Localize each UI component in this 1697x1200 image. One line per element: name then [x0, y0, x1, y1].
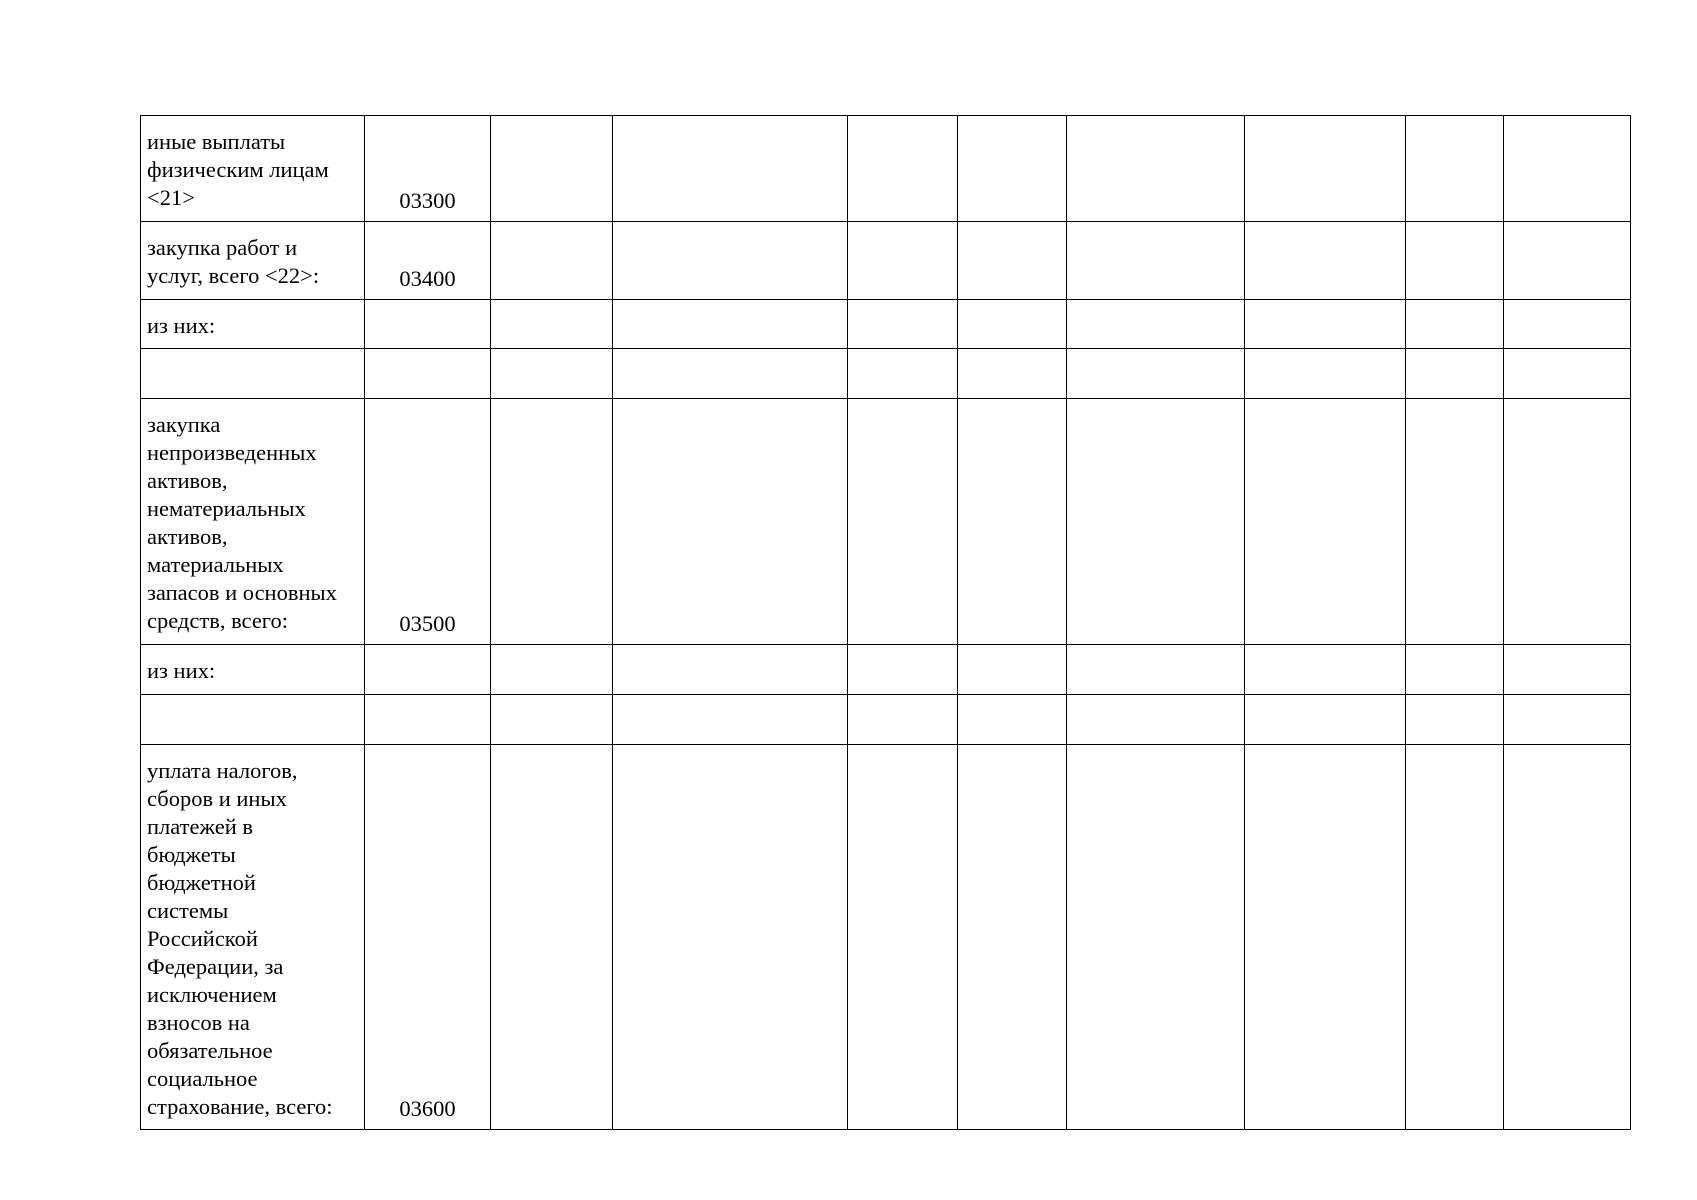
value-cell[interactable] — [1245, 116, 1406, 222]
value-cell[interactable] — [1067, 745, 1245, 1130]
value-cell[interactable] — [1245, 645, 1406, 695]
value-cell[interactable] — [1504, 222, 1631, 300]
value-cell[interactable] — [491, 349, 613, 399]
row-label-cell — [141, 349, 365, 399]
value-cell[interactable] — [848, 695, 958, 745]
value-cell[interactable] — [491, 745, 613, 1130]
row-label-cell — [141, 745, 365, 1130]
row-label: из них: — [147, 658, 216, 683]
row-code-cell — [365, 745, 491, 1130]
row-code: 03300 — [399, 188, 456, 213]
value-cell[interactable] — [1504, 645, 1631, 695]
value-cell[interactable] — [491, 116, 613, 222]
value-cell[interactable] — [958, 399, 1067, 645]
row-label-cell — [141, 300, 365, 349]
value-cell[interactable] — [848, 300, 958, 349]
value-cell[interactable] — [1245, 745, 1406, 1130]
value-cell[interactable] — [1067, 349, 1245, 399]
value-cell[interactable] — [613, 116, 848, 222]
row-code-cell — [365, 399, 491, 645]
row-label-cell — [141, 645, 365, 695]
value-cell[interactable] — [1406, 116, 1504, 222]
value-cell[interactable] — [1504, 399, 1631, 645]
value-cell[interactable] — [958, 116, 1067, 222]
table-row — [141, 645, 1631, 695]
value-cell[interactable] — [1245, 300, 1406, 349]
value-cell[interactable] — [1067, 399, 1245, 645]
value-cell[interactable] — [613, 300, 848, 349]
value-cell[interactable] — [1245, 399, 1406, 645]
value-cell[interactable] — [613, 222, 848, 300]
row-label-cell — [141, 695, 365, 745]
value-cell[interactable] — [1067, 695, 1245, 745]
value-cell[interactable] — [1406, 695, 1504, 745]
row-code: 03600 — [399, 1096, 456, 1121]
value-cell[interactable] — [848, 349, 958, 399]
table-row — [141, 349, 1631, 399]
value-cell[interactable] — [1067, 116, 1245, 222]
value-cell[interactable] — [613, 349, 848, 399]
row-label-cell — [141, 399, 365, 645]
row-label: уплата налогов, сборов и иных платежей в бюджеты бюджетной системы Российской Федерации, за исключением взносов на обязательное социальное страхование, всего: — [147, 758, 333, 1119]
row-code-cell — [365, 222, 491, 300]
value-cell[interactable] — [1406, 399, 1504, 645]
row-code: 03400 — [399, 266, 456, 291]
value-cell[interactable] — [491, 399, 613, 645]
value-cell[interactable] — [848, 116, 958, 222]
value-cell[interactable] — [1504, 745, 1631, 1130]
value-cell[interactable] — [848, 645, 958, 695]
value-cell[interactable] — [848, 745, 958, 1130]
value-cell[interactable] — [1406, 645, 1504, 695]
value-cell[interactable] — [1504, 300, 1631, 349]
value-cell[interactable] — [958, 645, 1067, 695]
value-cell[interactable] — [848, 399, 958, 645]
row-label: из них: — [147, 313, 216, 338]
value-cell[interactable] — [1245, 222, 1406, 300]
row-code-cell — [365, 116, 491, 222]
value-cell[interactable] — [613, 399, 848, 645]
row-label-cell — [141, 222, 365, 300]
value-cell[interactable] — [1406, 222, 1504, 300]
table-row — [141, 222, 1631, 300]
value-cell[interactable] — [491, 222, 613, 300]
value-cell[interactable] — [1504, 116, 1631, 222]
value-cell[interactable] — [958, 745, 1067, 1130]
row-code: 03500 — [399, 611, 456, 636]
value-cell[interactable] — [958, 349, 1067, 399]
row-label-cell — [141, 116, 365, 222]
value-cell[interactable] — [491, 695, 613, 745]
value-cell[interactable] — [1406, 300, 1504, 349]
value-cell[interactable] — [613, 695, 848, 745]
row-code-cell — [365, 349, 491, 399]
row-code-cell — [365, 300, 491, 349]
row-label: закупка работ и услуг, всего <22>: — [147, 235, 320, 288]
table-row — [141, 116, 1631, 222]
value-cell[interactable] — [1406, 349, 1504, 399]
table-row — [141, 399, 1631, 645]
row-label: закупка непроизведенных активов, нематериальных активов, материальных запасов и основных средств, всего: — [147, 412, 337, 633]
table-row — [141, 745, 1631, 1130]
row-code-cell — [365, 695, 491, 745]
value-cell[interactable] — [1504, 695, 1631, 745]
value-cell[interactable] — [1504, 349, 1631, 399]
table-row — [141, 300, 1631, 349]
table-row — [141, 695, 1631, 745]
value-cell[interactable] — [1245, 695, 1406, 745]
value-cell[interactable] — [958, 300, 1067, 349]
financial-form-table — [140, 115, 1631, 1130]
value-cell[interactable] — [1067, 222, 1245, 300]
value-cell[interactable] — [1067, 645, 1245, 695]
row-label: иные выплаты физическим лицам <21> — [147, 129, 329, 210]
value-cell[interactable] — [848, 222, 958, 300]
value-cell[interactable] — [1406, 745, 1504, 1130]
value-cell[interactable] — [613, 745, 848, 1130]
value-cell[interactable] — [958, 695, 1067, 745]
value-cell[interactable] — [491, 645, 613, 695]
value-cell[interactable] — [1245, 349, 1406, 399]
row-code-cell — [365, 645, 491, 695]
value-cell[interactable] — [958, 222, 1067, 300]
value-cell[interactable] — [1067, 300, 1245, 349]
value-cell[interactable] — [613, 645, 848, 695]
value-cell[interactable] — [491, 300, 613, 349]
